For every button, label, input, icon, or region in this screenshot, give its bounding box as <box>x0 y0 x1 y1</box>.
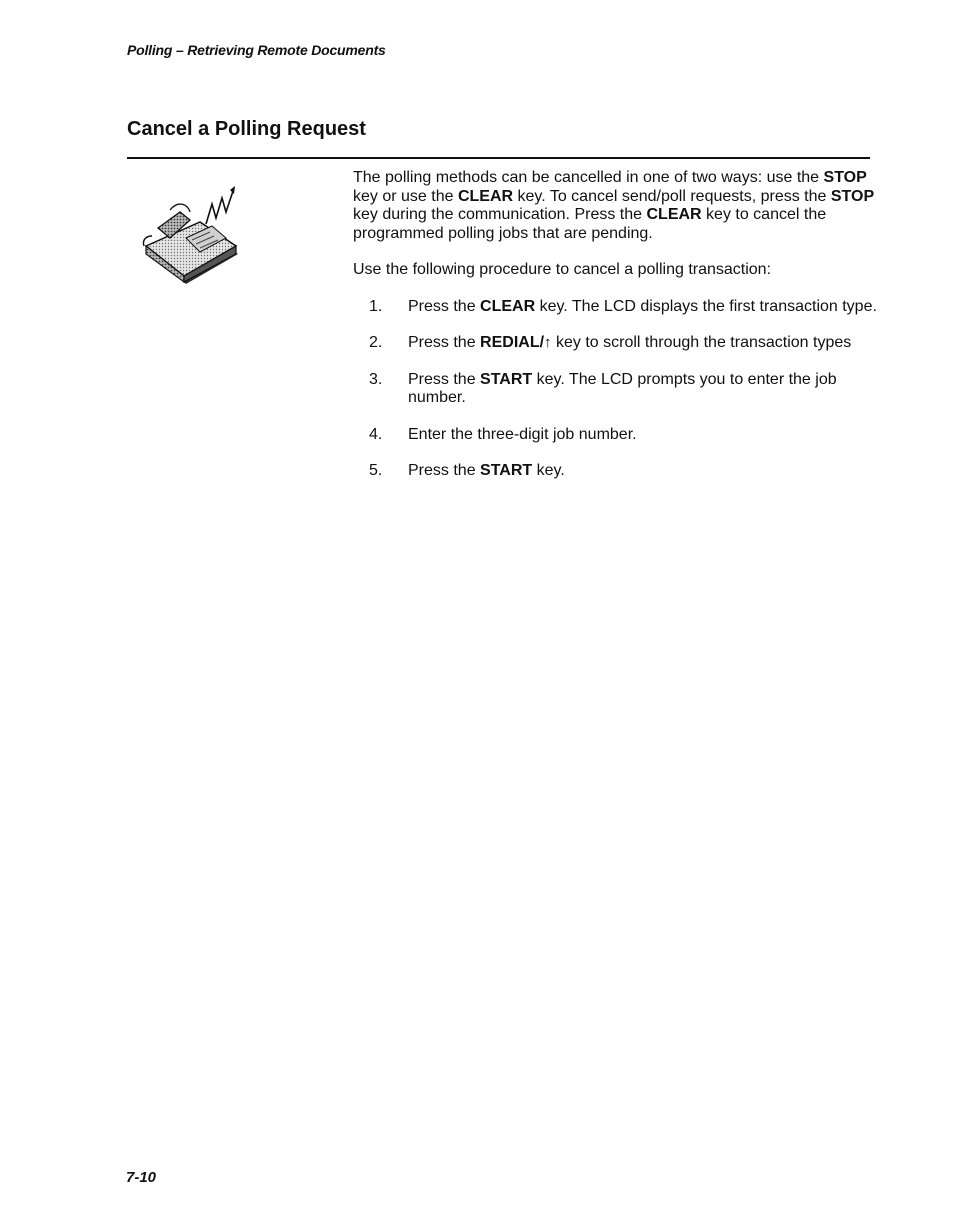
intro-text-4: key during the communication. Press the <box>353 206 647 223</box>
intro-text-5: key to cancel the programmed polling jobs that are pending. <box>353 206 827 242</box>
step-number: 5. <box>369 462 383 479</box>
step-text-part: Enter the three-digit job number. <box>408 425 637 443</box>
step-text <box>408 334 878 353</box>
intro-paragraph <box>353 169 878 243</box>
up-arrow-icon: ↑ <box>544 334 552 351</box>
procedure-steps <box>353 298 878 481</box>
list-item <box>353 298 878 317</box>
step-number: 2. <box>369 334 383 351</box>
clear-key-label: CLEAR <box>646 206 702 223</box>
step-text <box>408 371 878 408</box>
step-text-part: key to scroll through the transaction types <box>551 334 852 351</box>
content-body <box>353 169 878 499</box>
section-title: Cancel a Polling Request <box>127 118 366 140</box>
fax-machine-icon <box>140 182 250 292</box>
step-text-part: key. The LCD displays the first transaction type. <box>535 297 877 315</box>
clear-key-label: CLEAR <box>457 187 514 205</box>
key-label: START <box>480 370 533 388</box>
key-label: CLEAR <box>480 297 536 315</box>
step-text-part: Press the <box>408 297 481 315</box>
list-item <box>353 371 878 408</box>
step-text-part: Press the <box>408 334 481 351</box>
intro-text-2: key or use the <box>353 187 458 205</box>
step-number: 4. <box>369 425 383 443</box>
step-text-part: Press the <box>408 370 481 388</box>
list-item <box>353 462 878 481</box>
key-label: REDIAL/ <box>480 334 545 351</box>
stop-key-label: STOP <box>823 169 867 186</box>
step-number: 1. <box>369 297 383 315</box>
step-text-part: Press the <box>408 462 481 479</box>
key-label: START <box>480 462 533 479</box>
intro-text-1: The polling methods can be cancelled in one of two ways: use the <box>353 169 824 186</box>
step-text <box>408 426 878 445</box>
running-header: Polling – Retrieving Remote Documents <box>127 42 386 58</box>
step-text <box>408 462 878 481</box>
step-text-part: key. The LCD prompts you to enter the job number. <box>408 370 837 406</box>
list-item <box>353 426 878 445</box>
list-item <box>353 334 878 353</box>
step-text-part: key. <box>532 462 565 479</box>
page-number: 7-10 <box>126 1169 157 1186</box>
step-number: 3. <box>369 370 383 388</box>
intro-text-3: key. To cancel send/poll requests, press the <box>513 187 831 205</box>
procedure-intro: Use the following procedure to cancel a polling transaction: <box>353 261 772 278</box>
title-rule <box>127 157 870 159</box>
stop-key-label: STOP <box>830 187 875 205</box>
step-text <box>408 298 878 317</box>
